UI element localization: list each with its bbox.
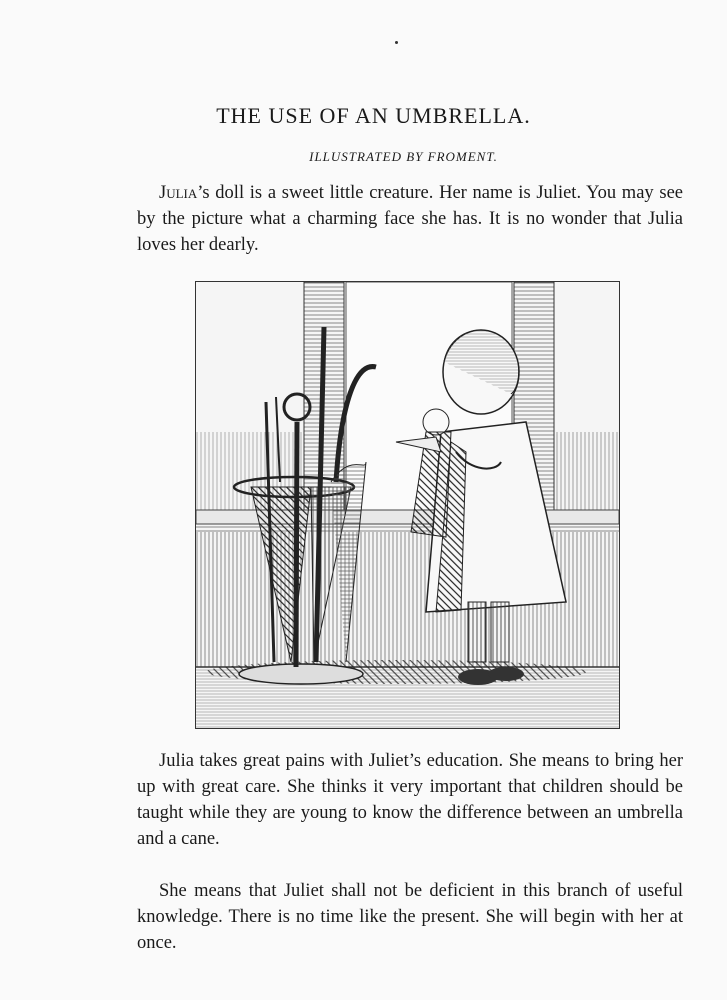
engraving-illustration xyxy=(195,281,620,729)
paragraph-education xyxy=(137,748,683,852)
paragraph-education-text: Julia takes great pains with Juliet’s education. She means to bring her up with great care. She thinks it very important that children should be taught while they are young to know the difference between an umbrella and a cane. xyxy=(137,751,683,849)
paragraph-knowledge-text: She means that Juliet shall not be deficient in this branch of useful knowledge. There is no time like the present. She will begin with her at once. xyxy=(137,881,683,953)
paragraph-knowledge xyxy=(137,878,683,956)
drop-name: Julia xyxy=(159,183,198,203)
paragraph-intro-text: ’s doll is a sweet little creature. Her name is Juliet. You may see by the picture what a charming face she has. It is no wonder that Julia loves her dearly. xyxy=(137,183,683,255)
engraving-girl-with-doll-and-umbrella-stand xyxy=(196,282,619,728)
page-title: THE USE OF AN UMBRELLA. xyxy=(216,103,531,128)
illustration-credit: ILLUSTRATED BY FROMENT. xyxy=(309,149,498,164)
print-speck xyxy=(395,41,398,44)
paragraph-intro xyxy=(137,180,683,258)
